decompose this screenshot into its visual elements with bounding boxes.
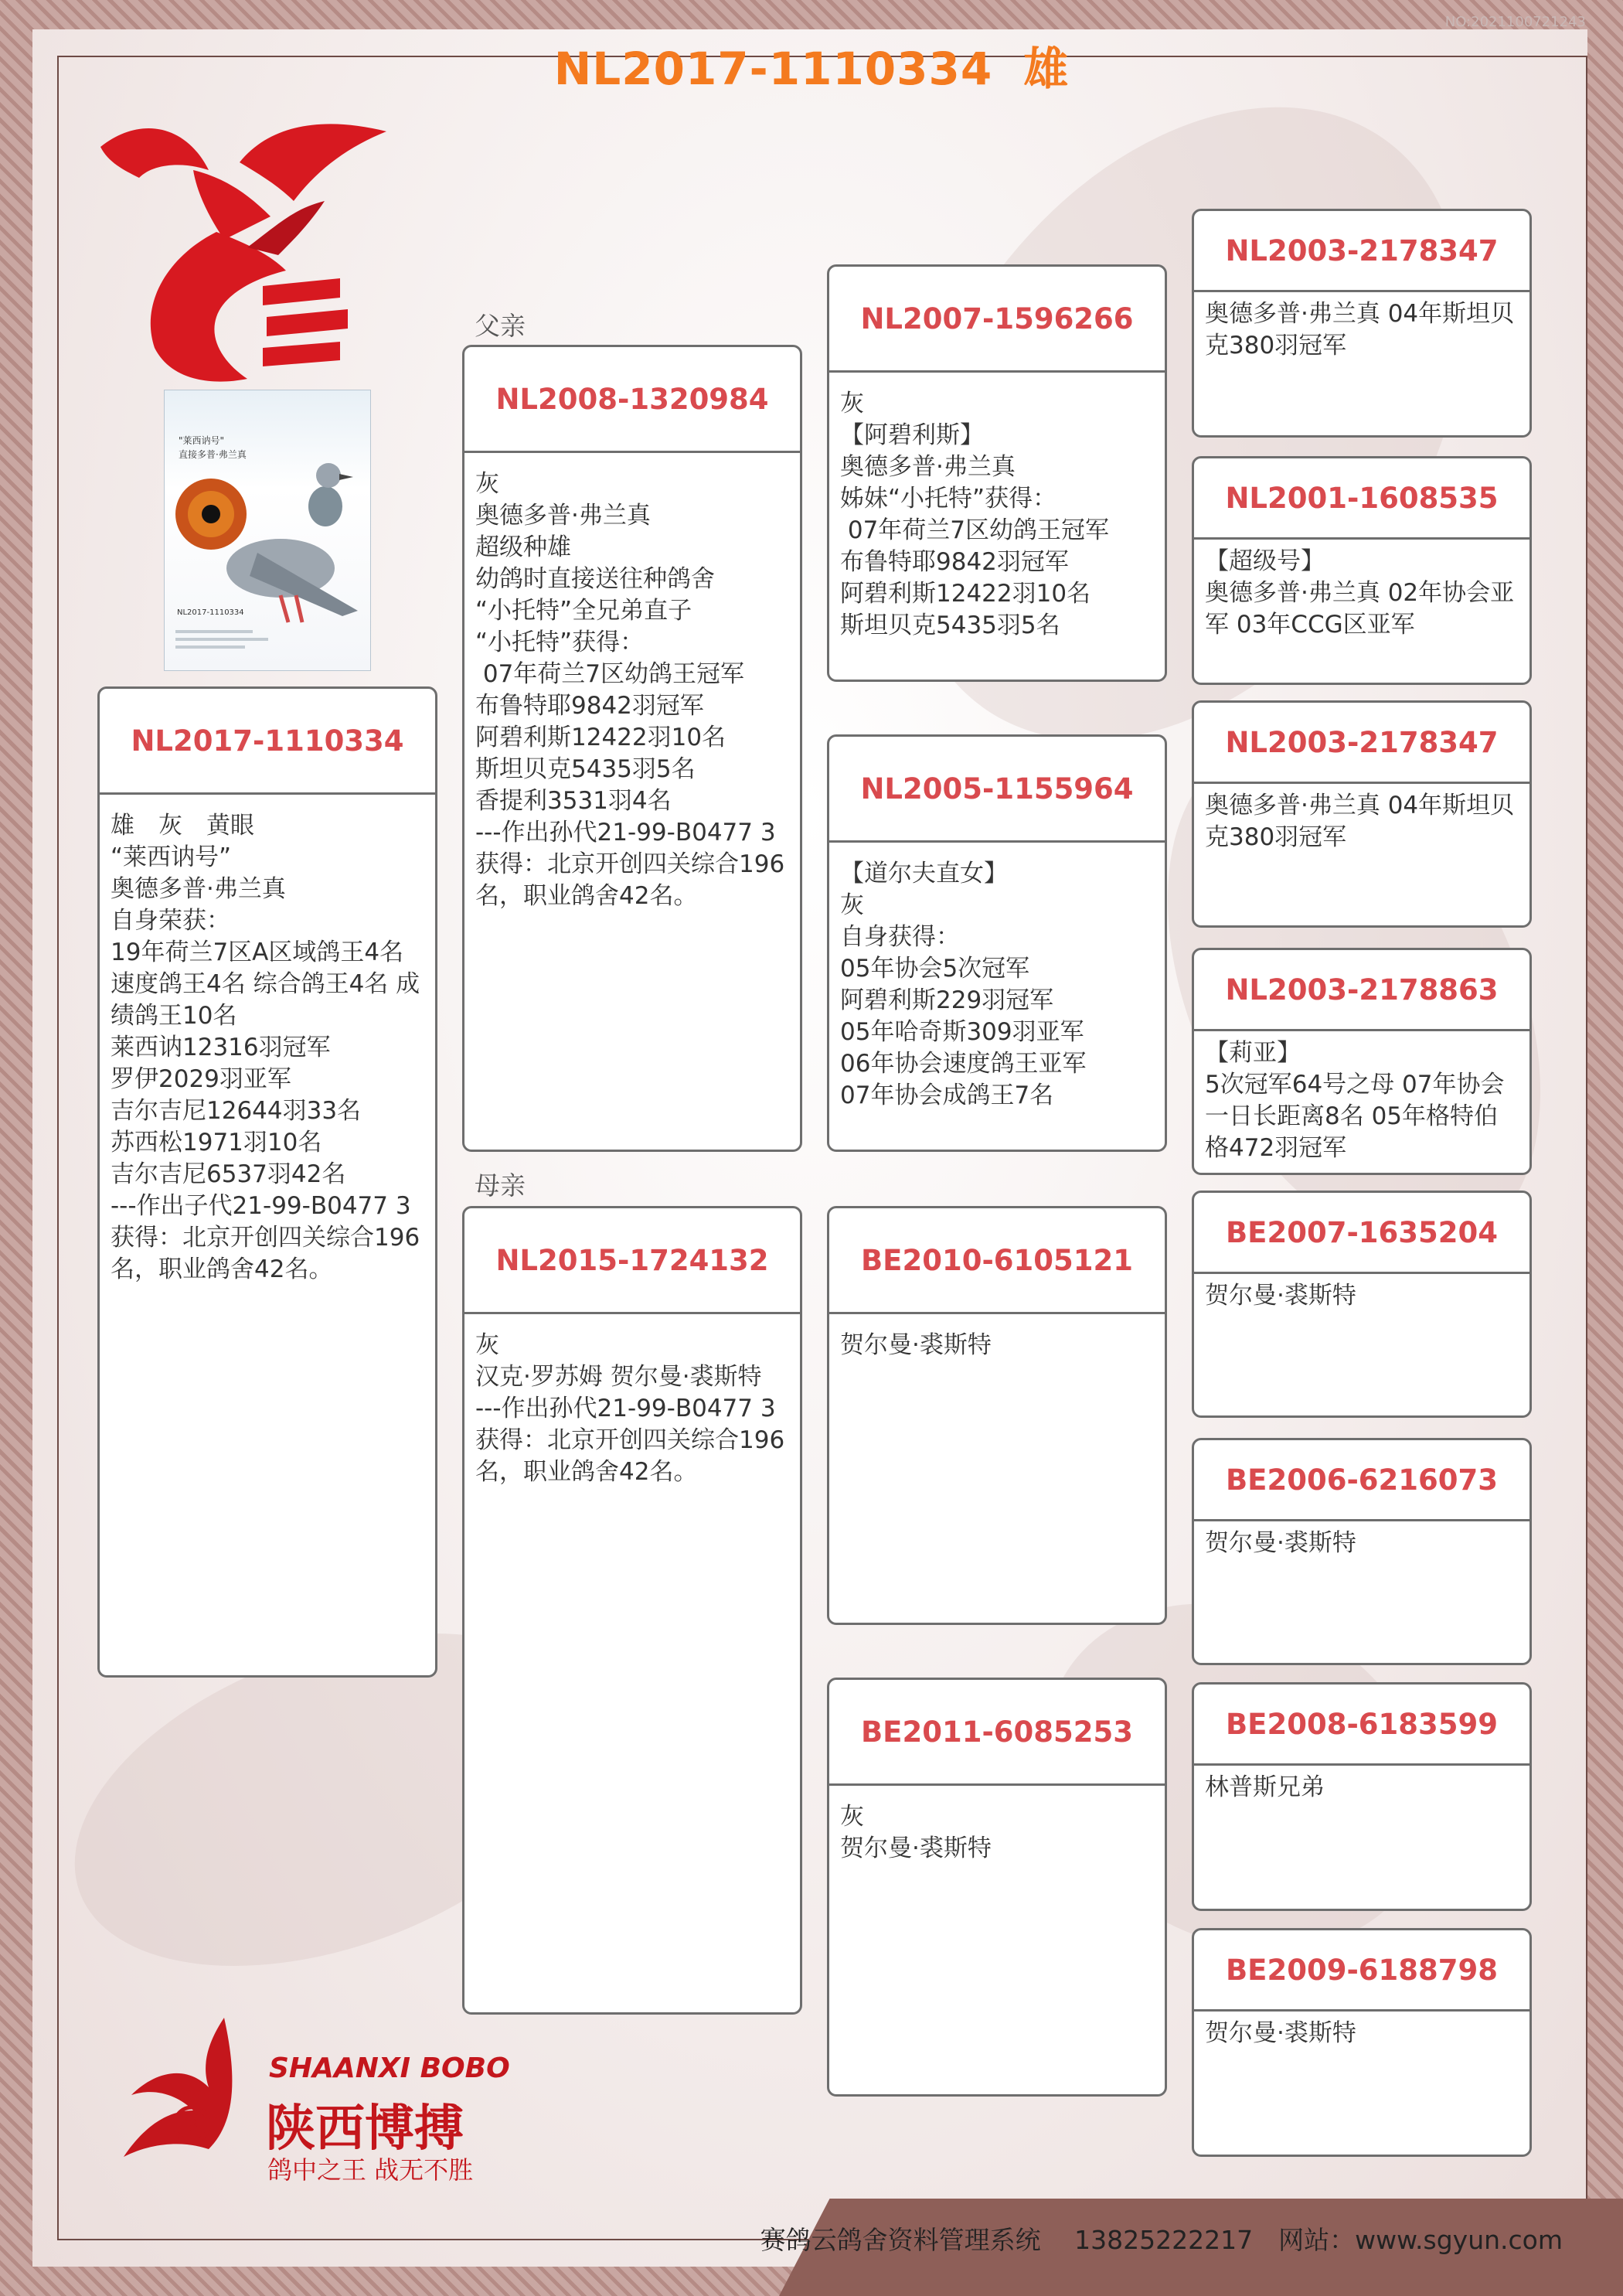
grandparent-card-1 [827, 264, 1167, 682]
phoenix-logo-icon [93, 116, 394, 394]
mother-details: 灰 汉克·罗苏姆 贺尔曼·裘斯特 ---作出孙代21-99-B0477 3获得：北京开创四关综合196名，职业鸽舍42名。 [475, 1331, 785, 1486]
great-grandparent-card-2 [1192, 456, 1532, 685]
grandparent-card-3 [827, 1206, 1167, 1625]
title-ring-number: NL2017-1110334 [553, 43, 993, 95]
title-sex: 雄 [1023, 43, 1070, 95]
great-grandparent-ring-number: NL2003-2178347 [1194, 703, 1529, 784]
great-grandparent-card-8 [1192, 1928, 1532, 2157]
pigeon-photo-icon [226, 463, 358, 622]
great-grandparent-card-6 [1192, 1438, 1532, 1665]
grandparent-details: 灰 贺尔曼·裘斯特 [840, 1803, 992, 1862]
father-details: 灰 奥德多普·弗兰真 超级种雄 幼鸽时直接送往种鸽舍 “小托特”全兄弟直子 “小托特”获得： 07年荷兰7区幼鸽王冠军 布鲁特耶9842羽冠军 阿碧利斯12422羽10名 斯坦贝克5435羽5名 香提利3531羽4名 ---作出孙代21-99-B0477 3获得：北京开创四关综合196名，职业鸽舍42名。 [475, 470, 785, 910]
great-grandparent-card-3 [1192, 700, 1532, 928]
father-label: 父亲 [475, 311, 526, 341]
subject-ring-number: NL2017-1110334 [100, 689, 435, 795]
great-grandparent-ring-number: NL2003-2178863 [1194, 950, 1529, 1031]
grandparent-card-2 [827, 734, 1167, 1152]
grandparent-ring-number: BE2010-6105121 [829, 1208, 1165, 1314]
svg-text:B: B [185, 2116, 199, 2136]
great-grandparent-ring-number: BE2008-6183599 [1194, 1685, 1529, 1766]
great-grandparent-ring-number: NL2003-2178347 [1194, 211, 1529, 292]
brand-name-en: SHAANXI BOBO [269, 2052, 510, 2084]
great-grandparent-card-5 [1192, 1191, 1532, 1418]
great-grandparent-details: 【莉亚】 5次冠军64号之母 07年协会一日长距离8名 05年格特伯格472羽冠军 [1205, 1039, 1505, 1162]
page-title [0, 32, 1623, 97]
great-grandparent-details: 奥德多普·弗兰真 04年斯坦贝克380羽冠军 [1205, 792, 1515, 851]
great-grandparent-ring-number: NL2001-1608535 [1194, 458, 1529, 540]
great-grandparent-details: 林普斯兄弟 [1205, 1773, 1325, 1801]
grandparent-details: 贺尔曼·裘斯特 [840, 1331, 992, 1359]
subject-details: 雄 灰 黄眼 “莱西讷号” 奥德多普·弗兰真 自身荣获： 19年荷兰7区A区域鸽王4名 速度鸽王4名 综合鸽王4名 成绩鸽王10名 莱西讷12316羽冠军 罗伊2029羽亚军 吉尔吉尼12644羽33名 苏西松1971羽10名 吉尔吉尼6537羽42名 ---作出子代21-99-B0477 3获得：北京开创四关综合196名，职业鸽舍42名。 [111, 812, 420, 1283]
great-grandparent-card-7 [1192, 1682, 1532, 1911]
great-grandparent-ring-number: BE2007-1635204 [1194, 1193, 1529, 1274]
poster-name-line: "莱西讷号" [179, 435, 225, 446]
pigeon-poster-image [164, 390, 371, 671]
poster-breeder-line: 直接多普·弗兰真 [179, 449, 247, 460]
great-grandparent-card-4 [1192, 948, 1532, 1175]
great-grandparent-details: 贺尔曼·裘斯特 [1205, 1529, 1356, 1557]
brand-slogan: 鸽中之王 战无不胜 [267, 2155, 474, 2185]
grandparent-ring-number: NL2007-1596266 [829, 267, 1165, 373]
grandparent-ring-number: NL2005-1155964 [829, 737, 1165, 843]
grandparent-ring-number: BE2011-6085253 [829, 1680, 1165, 1786]
great-grandparent-ring-number: BE2006-6216073 [1194, 1440, 1529, 1521]
document-serial: NO:2021100721243 [1444, 14, 1586, 30]
footer-contact-text: 赛鸽云鸽舍资料管理系统 13825222217 网站：www.sgyun.com [760, 2225, 1563, 2255]
brand-name-cn: 陕西博搏 [266, 2100, 464, 2158]
subject-card [97, 686, 437, 1678]
great-grandparent-details: 贺尔曼·裘斯特 [1205, 2019, 1356, 2047]
mother-label: 母亲 [475, 1170, 526, 1201]
great-grandparent-details: 奥德多普·弗兰真 04年斯坦贝克380羽冠军 [1205, 300, 1515, 359]
mother-ring-number: NL2015-1724132 [464, 1208, 800, 1314]
great-grandparent-card-1 [1192, 209, 1532, 438]
great-grandparent-ring-number: BE2009-6188798 [1194, 1930, 1529, 2012]
mother-card [462, 1206, 802, 2015]
grandparent-card-4 [827, 1678, 1167, 2097]
grandparent-details: 【道尔夫直女】 灰 自身获得： 05年协会5次冠军 阿碧利斯229羽冠军 05年哈奇斯309羽亚军 06年协会速度鸽王亚军 07年协会成鸽王7名 [840, 860, 1087, 1109]
grandparent-details: 灰 【阿碧利斯】 奥德多普·弗兰真 姊妹“小托特”获得： 07年荷兰7区幼鸽王冠军 布鲁特耶9842羽冠军 阿碧利斯12422羽10名 斯坦贝克5435羽5名 [840, 390, 1110, 639]
father-card [462, 345, 802, 1152]
great-grandparent-details: 贺尔曼·裘斯特 [1205, 1282, 1356, 1310]
poster-ring-caption: NL2017-1110334 [177, 608, 244, 617]
father-ring-number: NL2008-1320984 [464, 347, 800, 453]
brand-logo [108, 2010, 510, 2185]
brand-bird-icon [108, 2010, 263, 2180]
great-grandparent-details: 【超级号】 奥德多普·弗兰真 02年协会亚军 03年CCG区亚军 [1205, 547, 1515, 639]
